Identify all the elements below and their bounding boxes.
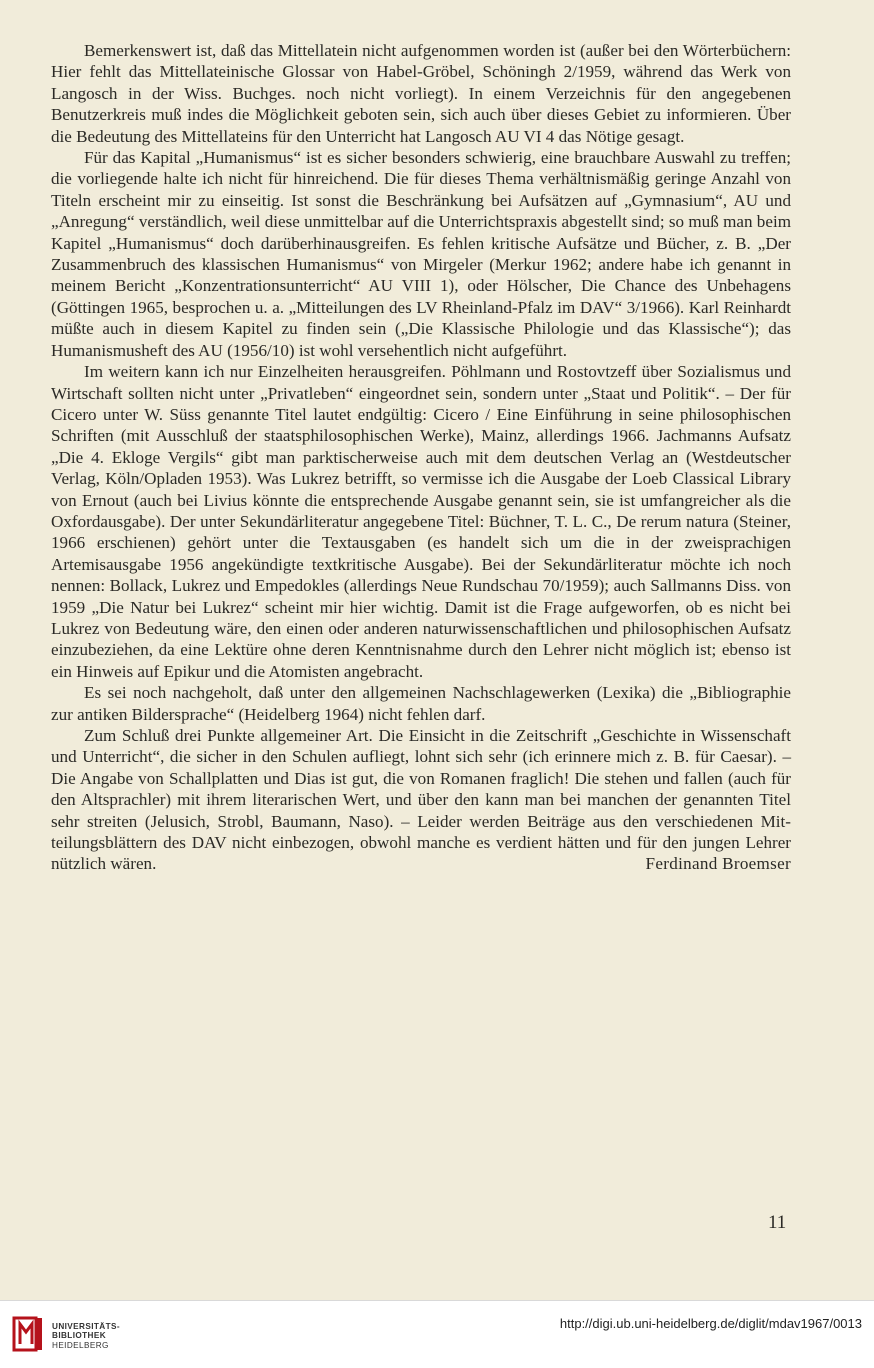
source-url-link[interactable]: http://digi.ub.uni-heidelberg.de/diglit/mdav1967/0013 bbox=[559, 1316, 862, 1331]
article-body bbox=[51, 40, 791, 875]
paragraph-3: Im weitern kann ich nur Einzelheiten herausgreifen. Pöhlmann und Rostovtzeff über Sozialismus und Wirtschaft sollten nicht unter „Privatleben“ eingeordnet sein, sondern unter „Staat und Politik“. – Der für Cicero unter W. Süss genannte Titel lautet endgültig: Cicero / Eine Einführung in seine philosophischen Schriften (mit Ausschluß der staatsphilosophischen Werke), Mainz, allerdings 1966. Jachmanns Aufsatz „Die 4. Ekloge Vergils“ gibt man parktischerweise auch mit dem deutschen Verlag an (Westdeutscher Verlag, Köln/Opladen 1953). Was Lukrez betrifft, so vermisse ich die Ausgabe der Loeb Classical Library von Ernout (auch bei Livius könnte die entsprechende Ausgabe genannt sein, sie ist umfangreicher als die Oxfordausgabe). Der unter Sekundärliteratur angegebene Titel: Büchner, T. L. C., De rerum natura (Steiner, 1966 erschienen) gehört unter die Textausgaben (es handelt sich um die in der zweisprachigen Artemisausgabe 1956 angekündigte textkritische Ausgabe). Bei der Sekundärliteratur möchte ich noch nennen: Bollack, Lukrez und Empedokles (allerdings Neue Rundschau 70/1959); auch Sallmanns Diss. von 1959 „Die Natur bei Lukrez“ scheint mir hier wichtig. Damit ist die Frage aufgeworfen, ob es nicht bei Lukrez von Bedeutung wäre, den einen oder anderen naturwissenschaftlichen und philosophischen Aufsatz einzubeziehen, da eine Lektüre ohne deren Kenntnisnahme durch den Lehrer nicht möglich ist; ebenso ist ein Hinweis auf Epikur und die Atomisten angebracht. bbox=[51, 362, 791, 681]
library-logo-icon bbox=[12, 1314, 46, 1354]
logo-line-3: HEIDELBERG bbox=[52, 1340, 109, 1350]
paragraph-5 bbox=[51, 725, 791, 875]
paragraph-1: Bemerkenswert ist, daß das Mittellatein nicht aufgenommen worden ist (außer bei den Wörterbüchern: Hier fehlt das Mittellateinische Glossar von Habel-Gröbel, Schöningh 2/1959, während das Werk von Langosch in der Wiss. Buchges. noch nicht vorliegt). In einem Verzeichnis für den angegebenen Benutzerkreis muß indes die Möglichkeit geboten sein, sich auch über dieses Gebiet zu informieren. Über die Bedeutung des Mittellateins für den Unterricht hat Langosch AU VI 4 das Nötige gesagt. bbox=[51, 41, 791, 146]
logo-line-2: BIBLIOTHEK bbox=[52, 1331, 107, 1341]
author-signature: Ferdinand Broemser bbox=[645, 854, 791, 874]
library-logo[interactable] bbox=[12, 1314, 172, 1358]
logo-line-1: UNIVERSITÄTS- bbox=[52, 1322, 120, 1331]
paragraph-4: Es sei noch nachgeholt, daß unter den allgemeinen Nachschlagewerken (Lexika) die „Bibliographie zur antiken Bildersprache“ (Heidelberg 1964) nicht fehlen darf. bbox=[51, 683, 791, 724]
paragraph-5-text: Zum Schluß drei Punkte allgemeiner Art. Die Einsicht in die Zeitschrift „Geschichte in Wissenschaft und Unterricht“, die sicher in den Schulen aufliegt, lohnt sich sehr (ich erinnere mich z. B. für Caesar). – Die Angabe von Schallplatten und Dias ist gut, die von Romanen fraglich! Die stehen und fallen (auch für den Altsprachler) mit ihrem literarischen Wert, und über den kann man bei manchen der genannten Titel sehr streiten (Jelusich, Strobl, Baumann, Naso). – Leider werden Beiträge aus den verschiedenen Mitteilungsblättern des DAV nicht einbezogen, obwohl manche es verdient hätten und für den jungen Lehrer nützlich wären. bbox=[51, 726, 791, 874]
page-number: 11 bbox=[768, 1212, 787, 1233]
paragraph-2: Für das Kapital „Humanismus“ ist es sicher besonders schwierig, eine brauchbare Auswahl zu treffen; die vorliegende halte ich nicht für hinreichend. Die für dieses Thema verhältnismäßig geringe Anzahl von Titeln erscheint mir zu einseitig. Ist sonst die Beschränkung bei Aufsätzen auf „Gymnasium“, AU und „Anregung“ verständlich, weil diese unmittelbar auf die Unterrichtspraxis abgestellt sind; so muß man beim Kapitel „Humanismus“ doch darüberhinausgreifen. Es fehlen kritische Aufsätze und Bücher, z. B. „Der Zusammenbruch des klassischen Humanismus“ von Mirgeler (Merkur 1962; andere habe ich genannt in meinem Bericht „Konzentrationsunterricht“ AU VIII 1), oder Hölscher, Die Chance des Unbehagens (Göttingen 1965, besprochen u. a. „Mitteilungen des LV Rheinland-Pfalz im DAV“ 3/1966). Karl Reinhardt müßte auch in diesem Kapitel zu finden sein („Die Klassische Philologie und das Klassische“); das Humanismusheft des AU (1956/10) ist wohl versehentlich nicht aufgeführt. bbox=[51, 148, 791, 360]
footer-bar bbox=[0, 1300, 874, 1368]
library-logo-text bbox=[52, 1322, 120, 1350]
